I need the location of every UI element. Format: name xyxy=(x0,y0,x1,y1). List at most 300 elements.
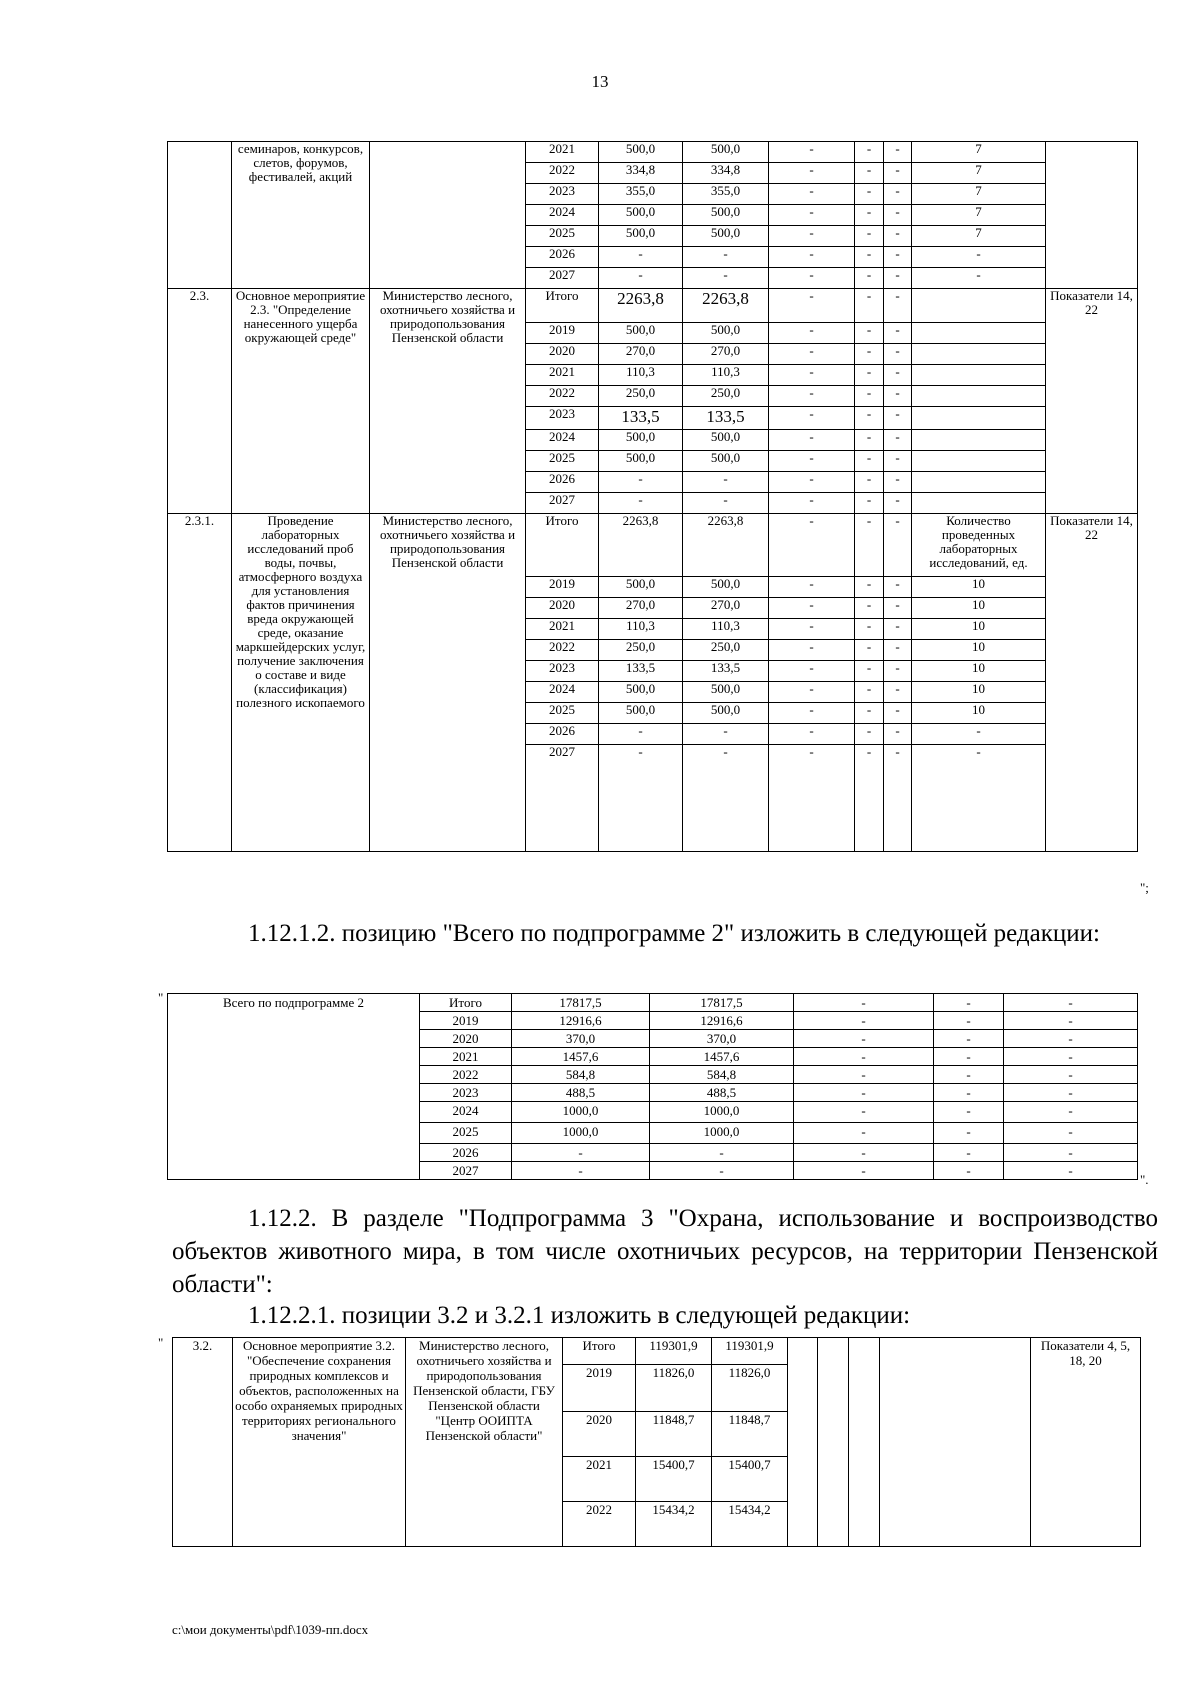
regional-budget-cell: 1457,6 xyxy=(650,1048,794,1066)
year-cell: 2022 xyxy=(563,1502,636,1547)
year-cell: 2026 xyxy=(526,247,599,268)
year-cell: 2024 xyxy=(526,682,599,703)
year-cell: 2022 xyxy=(526,640,599,661)
regional-budget-cell: 250,0 xyxy=(683,386,769,407)
regional-budget-cell: 15400,7 xyxy=(712,1457,788,1502)
table-row xyxy=(168,514,1138,577)
local-budget-cell: - xyxy=(855,205,884,226)
federal-budget-cell: - xyxy=(769,514,855,577)
other-sources-cell: - xyxy=(884,407,912,430)
local-budget-cell: - xyxy=(855,323,884,344)
federal-budget-cell: - xyxy=(794,1030,934,1048)
federal-budget-cell: - xyxy=(769,598,855,619)
federal-budget-cell: - xyxy=(769,745,855,852)
total-cell: 500,0 xyxy=(599,682,683,703)
year-cell: 2025 xyxy=(526,703,599,724)
year-cell: 2022 xyxy=(420,1066,512,1084)
total-cell: 334,8 xyxy=(599,163,683,184)
year-cell: Итого xyxy=(526,514,599,577)
year-cell: 2027 xyxy=(526,493,599,514)
federal-budget-cell: - xyxy=(769,493,855,514)
regional-budget-cell: 110,3 xyxy=(683,619,769,640)
federal-budget-cell: - xyxy=(769,640,855,661)
other-sources-cell: - xyxy=(884,619,912,640)
local-budget-cell: - xyxy=(934,1123,1004,1144)
year-cell: 2024 xyxy=(526,205,599,226)
indicator-value xyxy=(912,289,1046,323)
regional-budget-cell: - xyxy=(650,1162,794,1180)
other-sources-cell: - xyxy=(1004,1048,1138,1066)
total-cell: 12916,6 xyxy=(512,1012,650,1030)
year-cell: 2023 xyxy=(526,407,599,430)
local-budget-cell: - xyxy=(855,619,884,640)
local-budget-cell: - xyxy=(934,1162,1004,1180)
regional-budget-cell: 2263,8 xyxy=(683,514,769,577)
indicator-value: 10 xyxy=(912,619,1046,640)
total-cell: 270,0 xyxy=(599,598,683,619)
year-cell: 2019 xyxy=(563,1365,636,1412)
indicator-value: 10 xyxy=(912,640,1046,661)
local-budget-cell: - xyxy=(855,661,884,682)
other-sources-cell: - xyxy=(884,745,912,852)
federal-budget-cell: - xyxy=(769,289,855,323)
executor xyxy=(370,142,526,289)
goal-indicators: Показатели 4, 5, 18, 20 xyxy=(1031,1338,1141,1547)
federal-budget-cell: - xyxy=(769,365,855,386)
total-cell: 110,3 xyxy=(599,365,683,386)
total-cell: 500,0 xyxy=(599,323,683,344)
federal-budget-cell: - xyxy=(769,661,855,682)
year-cell: 2021 xyxy=(420,1048,512,1066)
other-sources-cell: - xyxy=(1004,1084,1138,1102)
regional-budget-cell: 11826,0 xyxy=(712,1365,788,1412)
row-number xyxy=(168,142,232,289)
regional-budget-cell: - xyxy=(683,493,769,514)
indicator-value: - xyxy=(912,724,1046,745)
indicator-value: 10 xyxy=(912,703,1046,724)
local-budget-cell: - xyxy=(855,247,884,268)
regional-budget-cell: 12916,6 xyxy=(650,1012,794,1030)
total-cell: 500,0 xyxy=(599,142,683,163)
total-cell: - xyxy=(599,724,683,745)
total-cell: 110,3 xyxy=(599,619,683,640)
indicator-value xyxy=(912,493,1046,514)
year-cell: 2020 xyxy=(526,344,599,365)
indicator-value xyxy=(912,323,1046,344)
federal-budget-cell: - xyxy=(794,1144,934,1162)
federal-budget-cell: - xyxy=(794,1012,934,1030)
local-budget-cell: - xyxy=(855,745,884,852)
year-cell: 2024 xyxy=(526,430,599,451)
other-sources-cell: - xyxy=(1004,994,1138,1012)
total-cell: 2263,8 xyxy=(599,289,683,323)
table-row xyxy=(168,289,1138,323)
other-sources-cell: - xyxy=(884,386,912,407)
total-cell: 11826,0 xyxy=(636,1365,712,1412)
federal-budget-cell: - xyxy=(769,205,855,226)
closing-quote: "; xyxy=(1140,880,1149,895)
total-cell: 488,5 xyxy=(512,1084,650,1102)
year-cell: Итого xyxy=(420,994,512,1012)
other-sources-cell: - xyxy=(884,577,912,598)
regional-budget-cell: - xyxy=(683,472,769,493)
other-sources-cell: - xyxy=(884,703,912,724)
regional-budget-cell: 584,8 xyxy=(650,1066,794,1084)
indicator-value xyxy=(912,430,1046,451)
executor: Министерство лесного, охотничьего хозяйства и природопользования Пензенской области, ГБУ Пензенской области "Центр ООИПТА Пензенской области" xyxy=(406,1338,563,1547)
indicator-value: 7 xyxy=(912,163,1046,184)
closing-quote-2: ". xyxy=(1140,1172,1149,1187)
local-budget-cell: - xyxy=(855,163,884,184)
year-cell: 2020 xyxy=(563,1412,636,1457)
indicator-name xyxy=(880,1338,1031,1547)
year-cell: 2021 xyxy=(526,619,599,640)
year-cell: 2022 xyxy=(526,163,599,184)
year-cell: 2023 xyxy=(526,184,599,205)
other-sources-cell: - xyxy=(884,344,912,365)
federal-budget-cell: - xyxy=(794,1102,934,1123)
regional-budget-cell: 250,0 xyxy=(683,640,769,661)
other-sources-cell: - xyxy=(884,472,912,493)
indicator-value: 7 xyxy=(912,184,1046,205)
regional-budget-cell: 334,8 xyxy=(683,163,769,184)
local-budget-cell: - xyxy=(934,994,1004,1012)
regional-budget-cell: 500,0 xyxy=(683,205,769,226)
other-sources-cell: - xyxy=(1004,1030,1138,1048)
regional-budget-cell: 110,3 xyxy=(683,365,769,386)
regional-budget-cell: - xyxy=(683,724,769,745)
federal-budget-cell: - xyxy=(769,344,855,365)
year-cell: 2027 xyxy=(420,1162,512,1180)
local-budget-cell: - xyxy=(934,1084,1004,1102)
indicator-name: Количество проведенных лабораторных исследований, ед. xyxy=(912,514,1046,577)
federal-budget-cell xyxy=(788,1338,818,1547)
federal-budget-cell: - xyxy=(769,163,855,184)
other-sources-cell: - xyxy=(1004,1144,1138,1162)
federal-budget-cell: - xyxy=(769,577,855,598)
local-budget-cell: - xyxy=(855,724,884,745)
local-budget-cell: - xyxy=(934,1066,1004,1084)
total-cell: 133,5 xyxy=(599,661,683,682)
year-cell: 2025 xyxy=(420,1123,512,1144)
federal-budget-cell: - xyxy=(794,1123,934,1144)
other-sources-cell: - xyxy=(884,661,912,682)
local-budget-cell: - xyxy=(855,226,884,247)
indicator-value: 7 xyxy=(912,205,1046,226)
local-budget-cell: - xyxy=(855,472,884,493)
regional-budget-cell: 1000,0 xyxy=(650,1123,794,1144)
goal-indicators xyxy=(1046,142,1138,289)
local-budget-cell: - xyxy=(855,514,884,577)
total-cell: - xyxy=(512,1144,650,1162)
paragraph-1-12-1-2: 1.12.1.2. позицию "Всего по подпрограмме 2" изложить в следующей редакции: xyxy=(248,920,1100,947)
federal-budget-cell: - xyxy=(769,619,855,640)
year-cell: Итого xyxy=(526,289,599,323)
total-cell: 500,0 xyxy=(599,430,683,451)
federal-budget-cell: - xyxy=(794,994,934,1012)
total-cell: 15434,2 xyxy=(636,1502,712,1547)
total-cell: 2263,8 xyxy=(599,514,683,577)
regional-budget-cell: 500,0 xyxy=(683,451,769,472)
federal-budget-cell: - xyxy=(769,430,855,451)
row-number: 2.3. xyxy=(168,289,232,514)
local-budget-cell: - xyxy=(855,268,884,289)
local-budget-cell xyxy=(818,1338,849,1547)
regional-budget-cell: 500,0 xyxy=(683,682,769,703)
regional-budget-cell: 1000,0 xyxy=(650,1102,794,1123)
other-sources-cell: - xyxy=(884,682,912,703)
local-budget-cell: - xyxy=(934,1030,1004,1048)
regional-budget-cell: - xyxy=(683,268,769,289)
year-cell: 2024 xyxy=(420,1102,512,1123)
other-sources-cell: - xyxy=(884,493,912,514)
regional-budget-cell: 15434,2 xyxy=(712,1502,788,1547)
regional-budget-cell: 133,5 xyxy=(683,661,769,682)
paragraph-1-12-2-1: 1.12.2.1. позиции 3.2 и 3.2.1 изложить в следующей редакции: xyxy=(248,1302,911,1329)
regional-budget-cell: 119301,9 xyxy=(712,1338,788,1365)
regional-budget-cell: 2263,8 xyxy=(683,289,769,323)
year-cell: Итого xyxy=(563,1338,636,1365)
local-budget-cell: - xyxy=(855,493,884,514)
federal-budget-cell: - xyxy=(769,407,855,430)
other-sources-cell: - xyxy=(884,430,912,451)
regional-budget-cell: 133,5 xyxy=(683,407,769,430)
other-sources-cell: - xyxy=(1004,1012,1138,1030)
other-sources-cell: - xyxy=(884,142,912,163)
total-cell: 270,0 xyxy=(599,344,683,365)
federal-budget-cell: - xyxy=(769,472,855,493)
total-cell: - xyxy=(599,268,683,289)
federal-budget-cell: - xyxy=(769,226,855,247)
indicator-value xyxy=(912,344,1046,365)
indicator-value: - xyxy=(912,268,1046,289)
year-cell: 2020 xyxy=(420,1030,512,1048)
year-cell: 2027 xyxy=(526,268,599,289)
regional-budget-cell: 488,5 xyxy=(650,1084,794,1102)
regional-budget-cell: - xyxy=(683,247,769,268)
regional-budget-cell: 270,0 xyxy=(683,598,769,619)
local-budget-cell: - xyxy=(855,184,884,205)
subprogram-3-table xyxy=(172,1337,1141,1547)
other-sources-cell: - xyxy=(884,640,912,661)
page-number: 13 xyxy=(591,72,609,91)
subprogram-total-label: Всего по подпрограмме 2 xyxy=(168,994,420,1180)
total-cell: - xyxy=(599,493,683,514)
year-cell: 2023 xyxy=(526,661,599,682)
regional-budget-cell: - xyxy=(683,745,769,852)
federal-budget-cell: - xyxy=(794,1084,934,1102)
year-cell: 2019 xyxy=(526,577,599,598)
regional-budget-cell: 500,0 xyxy=(683,226,769,247)
other-sources-cell: - xyxy=(884,163,912,184)
other-sources-cell: - xyxy=(884,226,912,247)
year-cell: 2027 xyxy=(526,745,599,852)
indicator-value: - xyxy=(912,745,1046,852)
year-cell: 2021 xyxy=(526,365,599,386)
federal-budget-cell: - xyxy=(769,451,855,472)
regional-budget-cell: 500,0 xyxy=(683,430,769,451)
year-cell: 2019 xyxy=(526,323,599,344)
other-sources-cell: - xyxy=(884,365,912,386)
other-sources-cell: - xyxy=(884,323,912,344)
year-cell: 2026 xyxy=(526,472,599,493)
executor: Министерство лесного, охотничьего хозяйства и природопользования Пензенской области xyxy=(370,514,526,852)
other-sources-cell: - xyxy=(1004,1066,1138,1084)
total-cell: 119301,9 xyxy=(636,1338,712,1365)
federal-budget-cell: - xyxy=(769,386,855,407)
total-cell: 15400,7 xyxy=(636,1457,712,1502)
local-budget-cell: - xyxy=(934,1012,1004,1030)
regional-budget-cell: 270,0 xyxy=(683,344,769,365)
local-budget-cell: - xyxy=(855,430,884,451)
other-sources-cell: - xyxy=(884,451,912,472)
total-cell: 17817,5 xyxy=(512,994,650,1012)
regional-budget-cell: - xyxy=(650,1144,794,1162)
federal-budget-cell: - xyxy=(769,682,855,703)
other-sources-cell: - xyxy=(884,268,912,289)
local-budget-cell: - xyxy=(855,577,884,598)
year-cell: 2026 xyxy=(526,724,599,745)
total-cell: 1000,0 xyxy=(512,1102,650,1123)
regional-budget-cell: 355,0 xyxy=(683,184,769,205)
measure-name: семинаров, конкурсов, слетов, форумов, фестивалей, акций xyxy=(232,142,370,289)
other-sources-cell: - xyxy=(884,724,912,745)
other-sources-cell: - xyxy=(884,514,912,577)
total-cell: - xyxy=(599,745,683,852)
regional-budget-cell: 17817,5 xyxy=(650,994,794,1012)
total-cell: 500,0 xyxy=(599,577,683,598)
federal-budget-cell: - xyxy=(769,184,855,205)
local-budget-cell: - xyxy=(934,1048,1004,1066)
indicator-value: 7 xyxy=(912,226,1046,247)
local-budget-cell: - xyxy=(934,1144,1004,1162)
total-cell: 370,0 xyxy=(512,1030,650,1048)
year-cell: 2019 xyxy=(420,1012,512,1030)
indicator-value xyxy=(912,472,1046,493)
year-cell: 2021 xyxy=(563,1457,636,1502)
measure-name: Проведение лабораторных исследований проб воды, почвы, атмосферного воздуха для установления фактов причинения вреда окружающей среде, оказание маркшейдерских услуг, получение заключения о составе и виде (классификация) полезного ископаемого xyxy=(232,514,370,852)
regional-budget-cell: 500,0 xyxy=(683,577,769,598)
indicator-value: - xyxy=(912,247,1046,268)
row-number: 2.3.1. xyxy=(168,514,232,852)
total-cell: 1000,0 xyxy=(512,1123,650,1144)
local-budget-cell: - xyxy=(855,142,884,163)
other-sources-cell: - xyxy=(884,247,912,268)
federal-budget-cell: - xyxy=(769,247,855,268)
other-sources-cell: - xyxy=(884,205,912,226)
federal-budget-cell: - xyxy=(769,268,855,289)
regional-budget-cell: 370,0 xyxy=(650,1030,794,1048)
other-sources-cell: - xyxy=(1004,1162,1138,1180)
regional-budget-cell: 500,0 xyxy=(683,142,769,163)
total-cell: 355,0 xyxy=(599,184,683,205)
year-cell: 2022 xyxy=(526,386,599,407)
local-budget-cell: - xyxy=(855,598,884,619)
other-sources-cell: - xyxy=(1004,1102,1138,1123)
federal-budget-cell: - xyxy=(769,703,855,724)
indicator-value xyxy=(912,386,1046,407)
year-cell: 2021 xyxy=(526,142,599,163)
year-cell: 2023 xyxy=(420,1084,512,1102)
other-sources-cell: - xyxy=(884,184,912,205)
executor: Министерство лесного, охотничьего хозяйства и природопользования Пензенской области xyxy=(370,289,526,514)
total-cell: 250,0 xyxy=(599,386,683,407)
regional-budget-cell: 500,0 xyxy=(683,323,769,344)
total-cell: - xyxy=(512,1162,650,1180)
total-cell: 500,0 xyxy=(599,451,683,472)
total-cell: 11848,7 xyxy=(636,1412,712,1457)
local-budget-cell: - xyxy=(855,451,884,472)
regional-budget-cell: 11848,7 xyxy=(712,1412,788,1457)
local-budget-cell: - xyxy=(855,640,884,661)
regional-budget-cell: 500,0 xyxy=(683,703,769,724)
indicator-value: 10 xyxy=(912,577,1046,598)
total-cell: - xyxy=(599,247,683,268)
year-cell: 2025 xyxy=(526,451,599,472)
local-budget-cell: - xyxy=(855,703,884,724)
local-budget-cell: - xyxy=(855,682,884,703)
federal-budget-cell: - xyxy=(769,724,855,745)
local-budget-cell: - xyxy=(855,289,884,323)
indicator-value xyxy=(912,451,1046,472)
federal-budget-cell: - xyxy=(794,1048,934,1066)
federal-budget-cell: - xyxy=(769,142,855,163)
indicator-value: 7 xyxy=(912,142,1046,163)
other-sources-cell xyxy=(849,1338,880,1547)
total-cell: 250,0 xyxy=(599,640,683,661)
measure-name: Основное мероприятие 3.2. "Обеспечение сохранения природных комплексов и объектов, расположенных на особо охраняемых природных территориях регионального значения" xyxy=(233,1338,406,1547)
federal-budget-cell: - xyxy=(794,1162,934,1180)
other-sources-cell: - xyxy=(1004,1123,1138,1144)
total-cell: - xyxy=(599,472,683,493)
indicator-value: 10 xyxy=(912,598,1046,619)
year-cell: 2020 xyxy=(526,598,599,619)
local-budget-cell: - xyxy=(855,365,884,386)
year-cell: 2025 xyxy=(526,226,599,247)
year-cell: 2026 xyxy=(420,1144,512,1162)
total-cell: 1457,6 xyxy=(512,1048,650,1066)
opening-quote-3: " xyxy=(158,1335,164,1350)
local-budget-cell: - xyxy=(855,386,884,407)
table-row xyxy=(168,994,1138,1012)
table-row xyxy=(168,142,1138,163)
indicator-value: 10 xyxy=(912,661,1046,682)
local-budget-cell: - xyxy=(855,407,884,430)
measure-name: Основное мероприятие 2.3. "Определение нанесенного ущерба окружающей среде" xyxy=(232,289,370,514)
opening-quote: " xyxy=(158,990,164,1005)
local-budget-cell: - xyxy=(855,344,884,365)
total-cell: 500,0 xyxy=(599,703,683,724)
paragraph-1-12-2: 1.12.2. В разделе "Подпрограмма 3 "Охрана, использование и воспроизводство объектов животного мира, в том числе охотничьих ресурсов, на территории Пензенской области": xyxy=(172,1205,1158,1298)
row-number: 3.2. xyxy=(173,1338,233,1547)
table-row xyxy=(173,1338,1141,1365)
indicator-value xyxy=(912,407,1046,430)
local-budget-cell: - xyxy=(934,1102,1004,1123)
total-cell: 500,0 xyxy=(599,226,683,247)
total-cell: 500,0 xyxy=(599,205,683,226)
other-sources-cell: - xyxy=(884,289,912,323)
footer-file-path: c:\мои документы\pdf\1039-пп.docx xyxy=(172,1622,369,1637)
goal-indicators: Показатели 14, 22 xyxy=(1046,514,1138,852)
indicator-value xyxy=(912,365,1046,386)
subprogram-total-table xyxy=(167,993,1138,1180)
goal-indicators: Показатели 14, 22 xyxy=(1046,289,1138,514)
total-cell: 584,8 xyxy=(512,1066,650,1084)
federal-budget-cell: - xyxy=(769,323,855,344)
indicator-value: 10 xyxy=(912,682,1046,703)
other-sources-cell: - xyxy=(884,598,912,619)
total-cell: 133,5 xyxy=(599,407,683,430)
